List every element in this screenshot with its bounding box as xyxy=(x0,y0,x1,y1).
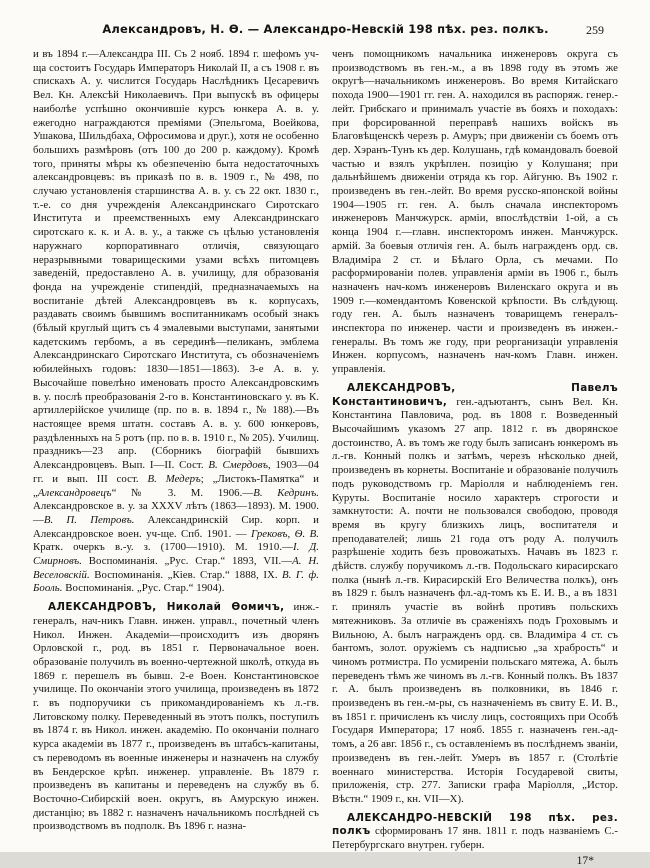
italic-text-run: Александровецъ xyxy=(37,486,112,499)
italic-text-run: А. Н. Веселовскій. xyxy=(33,555,319,581)
running-title: Александровъ, Н. Ѳ. — Александро-Невскій 198 пѣх. рез. полкъ. xyxy=(102,22,549,36)
right-column xyxy=(332,48,618,868)
left-column xyxy=(33,48,319,868)
text-run: ген.-адъютантъ, сынъ Вел. Кн. Константина Павловича, род. въ 1808 г. Возведенный Высочайшимъ указомъ 27 апр. 1812 г. въ дворянское достоинство, А. въ томъ же году былъ записанъ юнкеромъ въ л.-гв. Конный полкъ и затѣмъ, черезъ нѣсколько дней, произведенъ въ корнеты. Воспитаніе и образованіе получилъ подъ руководствомъ гр. Маріолля и наблюденіемъ ген. Куруты. Воспитаніе носило характеръ строгости и замкнутости: А. почти не пользовался свободою, проводя время въ кругу близкихъ лицъ, воспитателя и преподавателей; лишь 21 года отъ роду А. получилъ разрѣшеніе ходить безъ провожатыхъ. Начавъ въ 1823 г. дѣйств. службу поручикомъ л.-гв. Подольскаго кирасирскаго полка (нынѣ л.-гв. Кирасирскій Его Величества полкъ), онъ въ 1829 г. былъ назначенъ фл.-ад-томъ къ Е. И. В., а въ 1831 г. принялъ участіе въ войнѣ противъ польскихъ мятежниковъ. За отличіе въ сраженіяхъ подъ Гроховымъ и Вильною, А. былъ награжденъ орд. св. Владиміра 4 ст. съ бантомъ, золот. оружіемъ съ надписью „за храбрость“ и чиномъ ротмистра. По усмиреніи польскаго мятежа, А. былъ переведенъ тѣмъ же чиномъ въ л.-гв. Конный полкъ. Въ 1837 г. А. былъ произведенъ въ полковники, въ 1846 г. произведенъ въ ген.-м-ры, съ назначеніемъ въ свиту Е. И. В., въ 1851 г. причисленъ къ числу лицъ, состоящихъ при Особѣ Государя Императора; 17 нояб. 1855 г. назначенъ ген.-ад-томъ, а 26 авг. 1856 г., съ оставленіемъ въ послѣднемъ званіи, произведенъ въ ген.-лейт. Умеръ въ 1857 г. (Столѣтіе военнаго министерства. Исторія Государевой свиты, приложенія, стр. 277. Записки графа Маріолля, „Истор. Вѣстн.“ 1909 г., кн. VII—X). xyxy=(332,395,618,805)
signature-mark: 17* xyxy=(576,854,594,867)
page-number: 259 xyxy=(586,23,604,37)
text-run: инж.-генералъ, нач-никъ Главн. инжен. управл., почетный членъ Никол. Инжен. Академіи—происходитъ изъ дворянъ Орловской г., род. въ 1851 г. Первоначальное воен. образованіе получилъ въ военно-чертежной школѣ, откуда въ 1869 г. перешелъ въ бывш. 2-е Воен. Константиновское училище. По окончаніи этого училища, произведенъ въ 1872 г. въ подпоручики съ прикомандированіемъ къ л.-гв. Литовскому полку. Переведенный въ этотъ полкъ, поступилъ въ 1874 г. въ Никол. инжен. академію. По окончаніи полнаго курса академіи въ 1877 г., произведенъ въ штабсъ-капитаны, съ переводомъ въ военные инженеры и назначенъ на службу въ Бендерское крѣп. инженер. управленіе. Въ 1879 г. произведенъ въ капитаны и переведенъ на службу въ б. Восточно-Сибирскій воен. округъ, въ Амурскую инжен. дистанцію; въ 1882 г. назначенъ начальникомъ послѣдней съ производствомъ въ подполк. Въ 1896 г. назна- xyxy=(33,601,320,833)
page-header xyxy=(33,22,618,40)
italic-text-run: Грековъ, Ѳ. В. xyxy=(250,527,319,540)
text-run: ; „Листокъ-Памятка“ и „ xyxy=(33,472,320,499)
entry-heading: АЛЕКСАНДРО-НЕВСКІЙ 198 пѣх. рез. полкъ xyxy=(332,811,618,838)
italic-text-run: В. Медеръ xyxy=(147,472,201,485)
paragraph-aleksandrov-nikolay-fomich xyxy=(33,601,319,834)
paragraph-aleksandrov-nikolay-fomich-continuation xyxy=(332,48,618,377)
italic-text-run: І. Д. Смирновъ. xyxy=(33,541,319,568)
text-run: “ № 3. М. 1906.— xyxy=(111,486,254,499)
italic-text-run: В. П. Петровъ. xyxy=(43,513,135,526)
text-run: Александринскій Сир. корп. и Александровское воен. уч-ще. Спб. 1901. — xyxy=(33,513,319,540)
text-run: ченъ помощникомъ начальника инженеровъ округа съ производствомъ въ ген.-м., а въ 1898 году въ этомъ же округѣ—начальникомъ инженеровъ. Во время Китайскаго похода 1900—1901 гг. ген. А. находился въ распоряж. генер.-лейт. Грибскаго и принималъ участіе въ бояхъ и походахъ: при форсированной переправѣ нашихъ войскъ въ Благовѣщенскѣ черезъ р. Амуръ; при движеніи съ боемъ отъ дер. Хэранъ-Тунъ къ дер. Колушань, гдѣ командовалъ боевой частью и взялъ укрѣплен. позицію у Колушаня; при дальнѣйшемъ движеніи отряда къ гор. Айгуню. Въ 1902 г. произведенъ въ ген.-лейт. Во время русско-японской войны 1904—1905 гг. ген. А. былъ сначала инспекторомъ инженеровъ Манчжурск. арміи, впослѣдствіи 1-ой, а съ конца 1904 г.—главн. инспекторомъ инжен. Манчжурск. армій. За боевыя отличія ген. А. былъ награжденъ орд. св. Владиміра 2 ст. и Бѣлаго Орла, съ мечами. По расформированіи полев. управленія арміи въ 1906 г., былъ назначенъ нач-комъ инженеровъ Виленскаго округа и въ 1909 г.—комендантомъ Ковенской крѣпости. Въ слѣдующ. году ген. А. былъ назначенъ товарищемъ генералъ-инспектора по инженер. части и произведенъ въ инжен.-генералы. Въ томъ же году, при реорганизаціи управленія Инжен. корпусомъ, назначенъ нач-комъ Главн. инжен. управленія. xyxy=(332,48,618,376)
text-run: Воспоминанія. „Рус. Стар.“ 1893, VII.— xyxy=(81,555,293,568)
italic-text-run: В. Кедринъ. xyxy=(253,486,319,499)
text-run: Воспоминанія. „Рус. Стар.“ 1904). xyxy=(62,582,225,595)
text-run: Александровское в. у. за XXXV лѣтъ (1863—1893). М. 1900.— xyxy=(33,500,319,526)
paragraph-aleksandrov-pavel-konstantinovich xyxy=(332,382,618,807)
text-run: Воспоминанія. „Кіев. Стар.“ 1888, IX. xyxy=(89,568,283,581)
text-run: сформированъ 17 янв. 1811 г. подъ названіемъ С.-Петербургскаго внутрен. губерн. xyxy=(332,825,618,852)
italic-text-run: В. Г. ф. Бооль. xyxy=(33,568,319,595)
text-columns xyxy=(33,48,618,868)
text-run: Кратк. очеркъ в.-у. з. (1700—1910). М. 1910.— xyxy=(33,541,293,554)
paragraph-alexandrovskoe-uchilishche-continuation xyxy=(33,48,319,596)
text-run: , 1903—04 гг. и вып. III сост. xyxy=(33,459,319,485)
right-column-paragraphs xyxy=(332,48,618,853)
entry-heading: АЛЕКСАНДРОВЪ, Николай Ѳомичъ, xyxy=(48,601,285,614)
text-run: и въ 1894 г.—Александра III. Съ 2 нояб. 1894 г. шефомъ уч-ща состоитъ Государь Императоръ Николай II, а съ 1908 г. въ спискахъ А. у. числится Государь Наслѣдникъ Цесаревичъ Вел. Кн. Алексѣй Николаевичъ. При выпускѣ въ офицеры наиболѣе успѣшно окончившіе курсъ юнкера А. в. у. ежегодно награждаются преміями (Эпельгома, Воейкова, Ушакова, Шильдбаха, Офросимова и друг.), хотя не особенно большихъ размѣровъ (отъ 100 до 200 р. каждому). Кромѣ того, приняты мѣры къ обезпеченію быта недостаточныхъ александровцевъ: въ приказѣ по в. в. 1909 г., № 498, по случаю установленія старшинства А. в. у. съ 22 окт. 1830 г., т.-е. со дня учрежденія Александринскаго Сиротскаго Института и преемственныхъ ему Александринскаго сиротскаго к. к. и А. в. у., а также съ цѣлью установленія наружнаго корпоративнаго отличія, связующаго неразрывными товарищескими узами всѣхъ питомцевъ заведеній, предоставлено А. в. училищу, для образованія фонда на учрежденіе стипендій, предназначаемыхъ на воспитаніе дѣтей Александровцевъ въ к. корпусахъ, раздавать своимъ бывшимъ воспитанникамъ особый знакъ (бѣлый круглый щитъ съ 4 эмалевыми выступами, занятыми кадетскимъ гербомъ, а въ серединѣ—пеликанъ, эмблема Александринскаго Сиротскаго Института, съ обозначеніемъ юбилейныхъ годовъ: 1830—1851—1863). 3-е А. в. у. Высочайше повелѣно именовать просто Александровскимъ в. у. послѣ преобразованія 2-го в. Константиновскаго у. въ К. артиллерійское училище (пр. по в. в. 1894 г., № 188).—Въ настоящее время штатн. составъ А. в. у. 600 юнкеровъ, раздѣленныхъ на 5 ротъ (пр. по в. в. 1910 г., № 205). Училищ. праздникъ—23 апр. (Сборникъ біографій бывшихъ Александровцевъ. Вып. I—II. Сост. xyxy=(33,48,319,472)
entry-heading: АЛЕКСАНДРОВЪ, Павелъ Константиновичъ, xyxy=(332,381,618,408)
paragraph-aleksandro-nevskiy-polk xyxy=(332,812,618,853)
italic-text-run: В. Смердовъ xyxy=(208,459,268,472)
